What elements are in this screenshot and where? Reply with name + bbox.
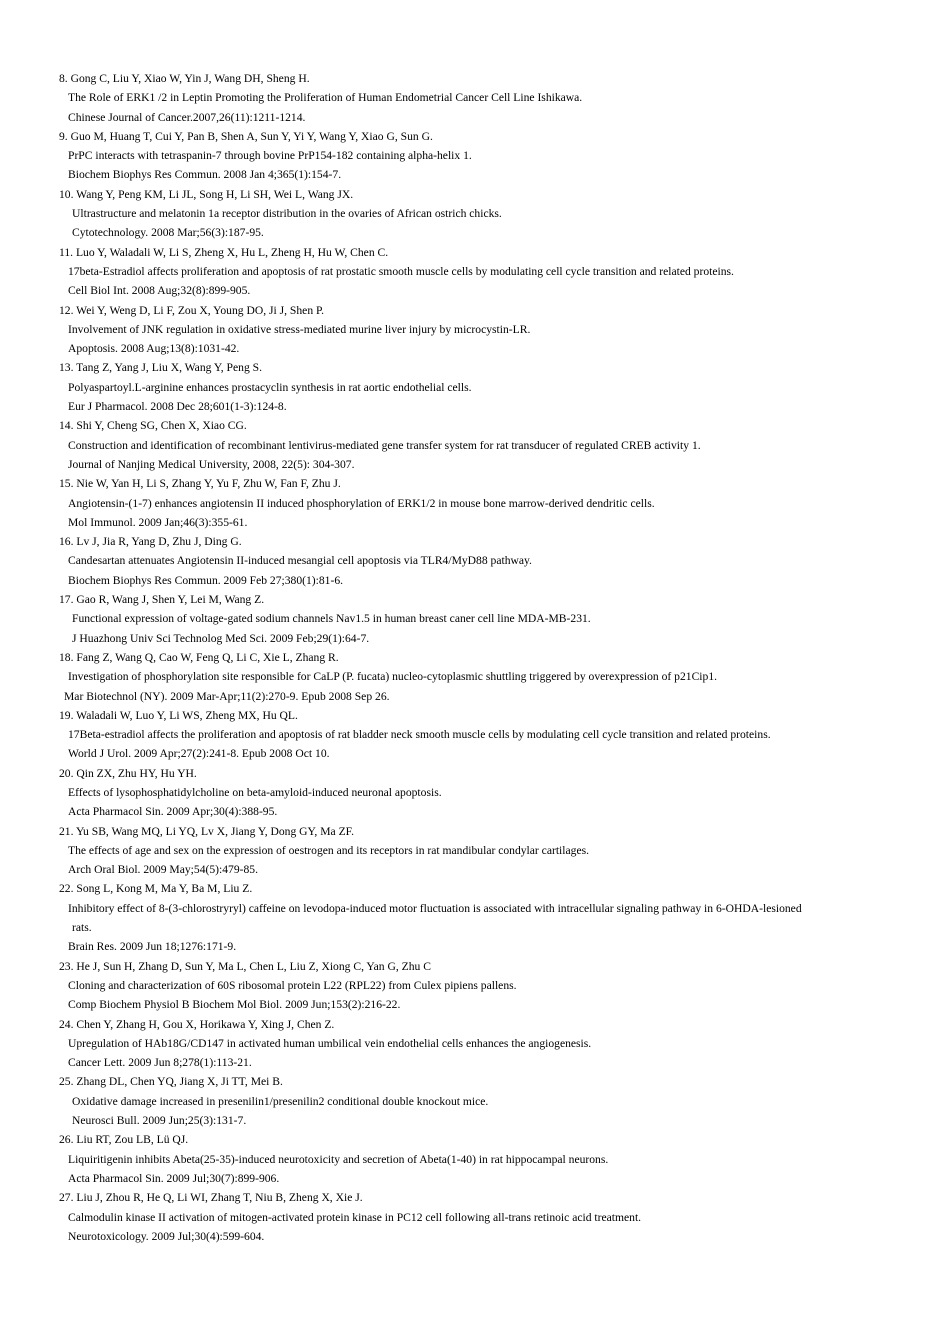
reference-authors: 26. Liu RT, Zou LB, Lü QJ.: [59, 1133, 189, 1147]
reference-title: Liquiritigenin inhibits Abeta(25-35)-induced neurotoxicity and secretion of Abeta(1-40) in rat hippocampal neurons.: [68, 1152, 609, 1166]
reference-title: Involvement of JNK regulation in oxidative stress-mediated murine liver injury by microcystin-LR.: [68, 322, 531, 336]
reference-title: Candesartan attenuates Angiotensin II-induced mesangial cell apoptosis via TLR4/MyD88 pathway.: [68, 554, 532, 568]
reference-title: The effects of age and sex on the expression of oestrogen and its receptors in rat mandibular condylar cartilages.: [68, 843, 589, 857]
reference-title: Calmodulin kinase II activation of mitogen-activated protein kinase in PC12 cell following all-trans retinoic acid treatment.: [68, 1210, 642, 1224]
reference-citation: Arch Oral Biol. 2009 May;54(5):479-85.: [68, 863, 258, 877]
reference-item: [0, 879, 950, 956]
reference-citation: J Huazhong Univ Sci Technolog Med Sci. 2009 Feb;29(1):64-7.: [72, 631, 370, 645]
reference-title: Oxidative damage increased in presenilin1/presenilin2 conditional double knockout mice.: [72, 1094, 489, 1108]
reference-citation: Eur J Pharmacol. 2008 Dec 28;601(1-3):124-8.: [68, 400, 287, 414]
reference-item: [0, 1130, 950, 1188]
reference-authors: 11. Luo Y, Waladali W, Li S, Zheng X, Hu L, Zheng H, Hu W, Chen C.: [59, 245, 389, 259]
reference-authors: 23. He J, Sun H, Zhang D, Sun Y, Ma L, Chen L, Liu Z, Xiong C, Yan G, Zhu C: [59, 959, 431, 973]
reference-list: [0, 69, 950, 1246]
reference-title-continued: rats.: [72, 921, 92, 935]
reference-title: Investigation of phosphorylation site responsible for CaLP (P. fucata) nucleo-cytoplasmic shuttling triggered by overexpression of p21Cip1.: [68, 670, 718, 684]
reference-citation: Apoptosis. 2008 Aug;13(8):1031-42.: [68, 342, 240, 356]
reference-item: [0, 532, 950, 590]
reference-citation: Journal of Nanjing Medical University, 2008, 22(5): 304-307.: [68, 457, 355, 471]
reference-authors: 27. Liu J, Zhou R, He Q, Li WI, Zhang T, Niu B, Zheng X, Xie J.: [59, 1191, 363, 1205]
reference-title: Angiotensin-(1-7) enhances angiotensin II induced phosphorylation of ERK1/2 in mouse bone marrow-derived dendritic cells.: [68, 496, 655, 510]
reference-authors: 8. Gong C, Liu Y, Xiao W, Yin J, Wang DH, Sheng H.: [59, 72, 310, 85]
reference-item: [0, 185, 950, 243]
reference-authors: 9. Guo M, Huang T, Cui Y, Pan B, Shen A, Sun Y, Yi Y, Wang Y, Xiao G, Sun G.: [59, 129, 433, 143]
reference-citation: Brain Res. 2009 Jun 18;1276:171-9.: [68, 940, 237, 954]
reference-authors: 19. Waladali W, Luo Y, Li WS, Zheng MX, Hu QL.: [59, 708, 298, 722]
reference-item: [0, 590, 950, 648]
reference-item: [0, 69, 950, 127]
reference-citation: Comp Biochem Physiol B Biochem Mol Biol. 2009 Jun;153(2):216-22.: [68, 998, 401, 1012]
reference-title: The Role of ERK1 /2 in Leptin Promoting the Proliferation of Human Endometrial Cancer Cell Line Ishikawa.: [68, 91, 583, 105]
reference-title: Upregulation of HAb18G/CD147 in activated human umbilical vein endothelial cells enhances the angiogenesis.: [68, 1036, 592, 1050]
reference-citation: Biochem Biophys Res Commun. 2008 Jan 4;365(1):154-7.: [68, 168, 342, 182]
reference-authors: 10. Wang Y, Peng KM, Li JL, Song H, Li SH, Wei L, Wang JX.: [59, 187, 354, 201]
reference-title: Effects of lysophosphatidylcholine on beta-amyloid-induced neuronal apoptosis.: [68, 785, 442, 799]
reference-item: [0, 706, 950, 764]
reference-authors: 18. Fang Z, Wang Q, Cao W, Feng Q, Li C, Xie L, Zhang R.: [59, 650, 339, 664]
reference-item: [0, 127, 950, 185]
reference-authors: 15. Nie W, Yan H, Li S, Zhang Y, Yu F, Zhu W, Fan F, Zhu J.: [59, 477, 341, 491]
reference-citation: Cell Biol Int. 2008 Aug;32(8):899-905.: [68, 284, 251, 298]
reference-title: Cloning and characterization of 60S ribosomal protein L22 (RPL22) from Culex pipiens pallens.: [68, 978, 517, 992]
reference-item: [0, 822, 950, 880]
reference-authors: 21. Yu SB, Wang MQ, Li YQ, Lv X, Jiang Y, Dong GY, Ma ZF.: [59, 824, 355, 838]
reference-citation: World J Urol. 2009 Apr;27(2):241-8. Epub 2008 Oct 10.: [68, 747, 330, 761]
reference-citation: Acta Pharmacol Sin. 2009 Jul;30(7):899-906.: [68, 1171, 280, 1185]
reference-item: [0, 764, 950, 822]
reference-authors: 12. Wei Y, Weng D, Li F, Zou X, Young DO, Ji J, Shen P.: [59, 303, 325, 317]
reference-item: [0, 1015, 950, 1073]
reference-item: [0, 474, 950, 532]
reference-citation: Chinese Journal of Cancer.2007,26(11):1211-1214.: [68, 110, 306, 124]
reference-citation: Cytotechnology. 2008 Mar;56(3):187-95.: [72, 226, 264, 240]
reference-title: Polyaspartoyl.L-arginine enhances prostacyclin synthesis in rat aortic endothelial cells.: [68, 380, 472, 394]
reference-authors: 16. Lv J, Jia R, Yang D, Zhu J, Ding G.: [59, 535, 242, 549]
reference-authors: 20. Qin ZX, Zhu HY, Hu YH.: [59, 766, 197, 780]
reference-citation: Acta Pharmacol Sin. 2009 Apr;30(4):388-95.: [68, 805, 278, 819]
reference-citation: Neurosci Bull. 2009 Jun;25(3):131-7.: [72, 1114, 247, 1128]
reference-citation: Biochem Biophys Res Commun. 2009 Feb 27;380(1):81-6.: [68, 573, 344, 587]
reference-authors: 24. Chen Y, Zhang H, Gou X, Horikawa Y, Xing J, Chen Z.: [59, 1017, 335, 1031]
reference-citation: Mol Immunol. 2009 Jan;46(3):355-61.: [68, 515, 248, 529]
reference-title: Functional expression of voltage-gated sodium channels Nav1.5 in human breast caner cell line MDA-MB-231.: [72, 612, 591, 626]
reference-authors: 13. Tang Z, Yang J, Liu X, Wang Y, Peng S.: [59, 361, 262, 375]
reference-authors: 14. Shi Y, Cheng SG, Chen X, Xiao CG.: [59, 419, 247, 433]
reference-item: [0, 301, 950, 359]
reference-title: 17beta-Estradiol affects proliferation and apoptosis of rat prostatic smooth muscle cells by modulating cell cycle transition and related proteins.: [68, 264, 734, 278]
reference-item: [0, 957, 950, 1015]
reference-authors: 17. Gao R, Wang J, Shen Y, Lei M, Wang Z.: [59, 593, 265, 607]
reference-item: [0, 648, 950, 706]
reference-title: 17Beta-estradiol affects the proliferation and apoptosis of rat bladder neck smooth muscle cells by modulating cell cycle transition and related proteins.: [68, 728, 771, 742]
reference-item: [0, 1072, 950, 1130]
reference-title: PrPC interacts with tetraspanin-7 through bovine PrP154-182 containing alpha-helix 1.: [68, 149, 472, 163]
reference-item: [0, 416, 950, 474]
reference-item: [0, 243, 950, 301]
reference-citation: Cancer Lett. 2009 Jun 8;278(1):113-21.: [68, 1056, 252, 1070]
reference-citation: Neurotoxicology. 2009 Jul;30(4):599-604.: [68, 1229, 265, 1243]
reference-citation: Mar Biotechnol (NY). 2009 Mar-Apr;11(2):270-9. Epub 2008 Sep 26.: [64, 689, 390, 703]
reference-title: Construction and identification of recombinant lentivirus-mediated gene transfer system for rat transducer of regulated CREB activity 1.: [68, 438, 701, 452]
reference-authors: 25. Zhang DL, Chen YQ, Jiang X, Ji TT, Mei B.: [59, 1075, 283, 1089]
reference-authors: 22. Song L, Kong M, Ma Y, Ba M, Liu Z.: [59, 882, 253, 896]
reference-item: [0, 358, 950, 416]
reference-title: Ultrastructure and melatonin 1a receptor distribution in the ovaries of African ostrich chicks.: [72, 207, 502, 221]
reference-title: Inhibitory effect of 8-(3-chlorostryryl) caffeine on levodopa-induced motor fluctuation is associated with intracellular signaling pathway in 6-OHDA-lesioned: [68, 901, 802, 915]
reference-item: [0, 1188, 950, 1246]
